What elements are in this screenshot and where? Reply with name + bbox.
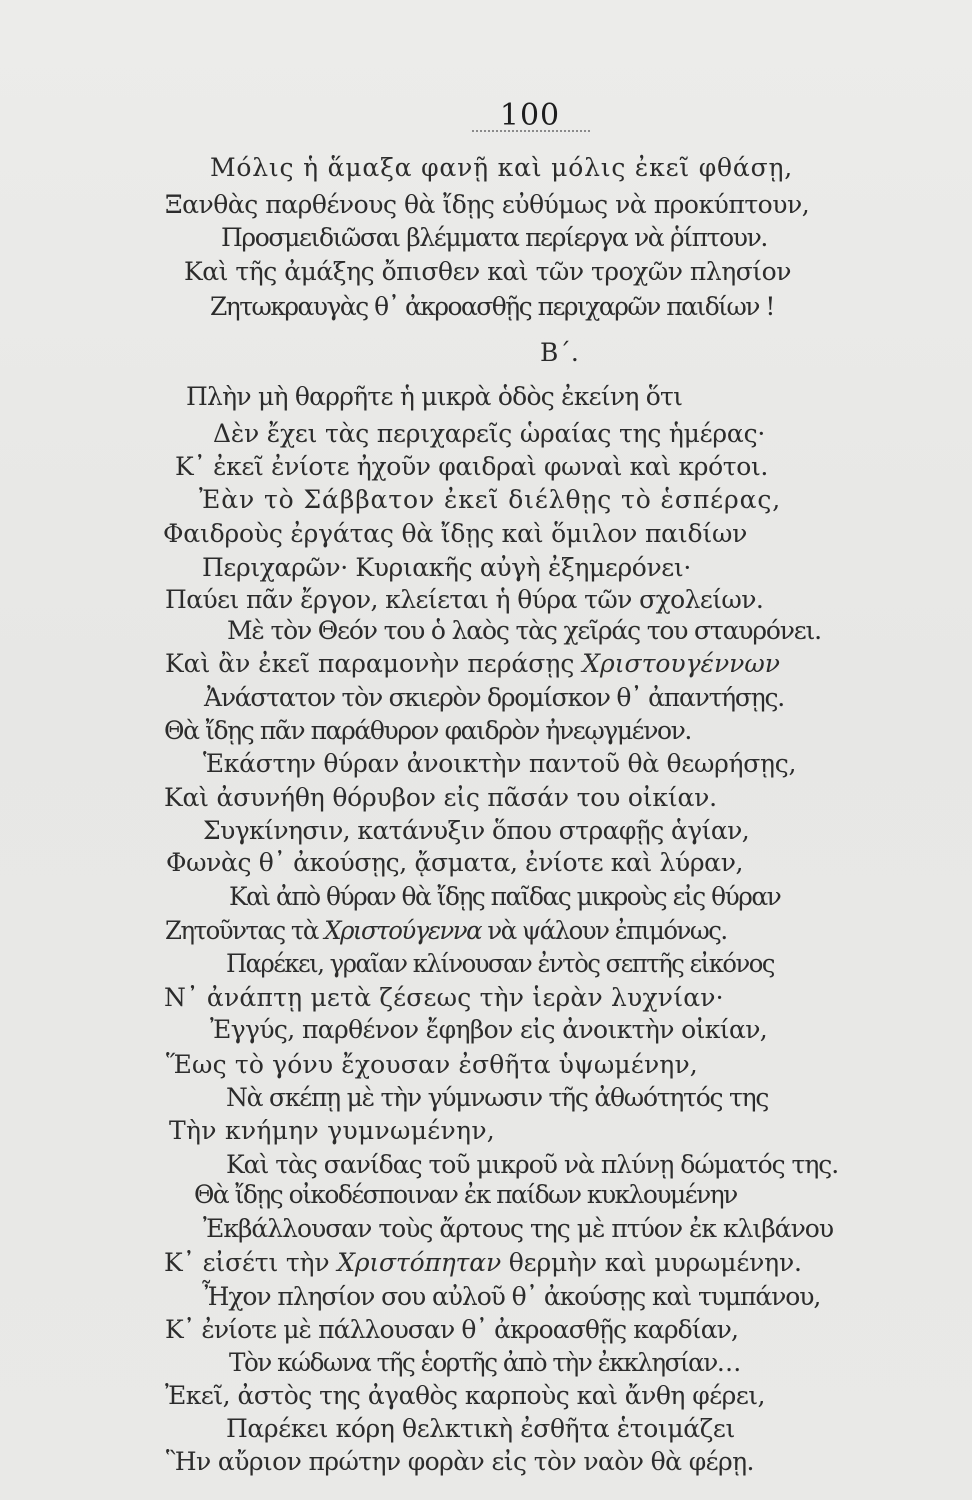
poem-line (165, 585, 763, 615)
line-text: Ἐκβάλλουσαν τοὺς ἄρτους της μὲ πτύον ἐκ κλιβάνου (203, 1214, 834, 1243)
line-text: Προσμειδιῶσαι βλέμματα περίεργα νὰ ῥίπτουν. (221, 223, 767, 252)
poem-line (210, 292, 774, 322)
line-text: Ν᾿ ἀνάπτῃ μετὰ ζέσεως τὴν ἱερὰν λυχνίαν· (164, 983, 724, 1012)
poem-line (164, 783, 717, 813)
line-text: Καὶ ἀπὸ θύραν θὰ ἴδῃς παῖδας μικροὺς εἰς θύραν (229, 882, 781, 911)
line-text: Τὸν κώδωνα τῆς ἑορτῆς ἀπὸ τὴν ἐκκλησίαν… (229, 1348, 740, 1377)
line-text: Κ᾿ ἐνίοτε μὲ πάλλουσαν θ᾿ ἀκροασθῇς καρδίαν, (165, 1315, 738, 1344)
poem-line (175, 452, 768, 482)
line-text: Ξανθὰς παρθένους θὰ ἴδῃς εὐθύμως νὰ προκύπτουν, (165, 190, 810, 219)
line-text: Δὲν ἔχει τὰς περιχαρεῖς ὡραίας της ἡμέρας· (213, 419, 766, 448)
line-text: Ἣν αὔριον πρώτην φορὰν εἰς τὸν ναὸν θὰ φέρῃ. (166, 1447, 754, 1476)
poem-line (203, 749, 796, 779)
line-text: Καὶ ἀσυνήθη θόρυβον εἰς πᾶσάν του οἰκίαν. (164, 783, 717, 812)
line-text: Τὴν κνήμην γυμνωμένην, (169, 1116, 496, 1145)
line-text: Περιχαρῶν· Κυριακῆς αὐγὴ ἐξημερόνει· (202, 553, 691, 582)
line-text: Παρέκει κόρη θελκτικὴ ἐσθῆτα ἑτοιμάζει (226, 1414, 735, 1443)
line-text: Μόλις ἡ ἅμαξα φανῇ καὶ μόλις ἐκεῖ φθάσῃ, (210, 153, 794, 182)
line-text-after: νὰ ψάλουν ἐπιμόνως. (481, 916, 727, 945)
poem-line (204, 683, 784, 713)
line-text: Μὲ τὸν Θεόν του ὁ λαὸς τὰς χεῖράς του σταυρόνει. (227, 616, 821, 645)
poem-line (226, 949, 774, 979)
poem-line (165, 1315, 738, 1345)
poem-line (169, 1116, 495, 1146)
poem-line (210, 153, 793, 183)
poem-line (202, 1282, 820, 1312)
poem-line (184, 257, 791, 287)
poem-line (210, 1015, 767, 1045)
line-text: Φωνὰς θ᾿ ἀκούσῃς, ᾄσματα, ἐνίοτε καὶ λύραν, (166, 848, 744, 877)
poem-line (213, 419, 765, 449)
poem-line (221, 223, 767, 253)
poem-line (194, 1180, 737, 1210)
poem-line (203, 816, 749, 846)
line-text: Θὰ ἴδῃς πᾶν παράθυρον φαιδρὸν ἠνεῳγμένον. (164, 716, 691, 745)
poem-line (166, 848, 743, 878)
line-text: Συγκίνησιν, κατάνυξιν ὅπου στραφῇς ἁγίαν, (203, 816, 750, 845)
poem-line (229, 1348, 740, 1378)
line-text: Ἕως τὸ γόνυ ἔχουσαν ἐσθῆτα ὑψωμένην, (166, 1050, 698, 1079)
line-text: Θὰ ἴδῃς οἰκοδέσποιναν ἐκ παίδων κυκλουμένην (194, 1180, 737, 1209)
line-text: Ἑκάστην θύραν ἀνοικτὴν παντοῦ θὰ θεωρήσῃς, (203, 749, 797, 778)
section-mark: Β΄. (540, 338, 579, 367)
page-number: 100 (499, 98, 561, 133)
poem-line (163, 519, 747, 549)
poem-line (165, 649, 780, 679)
ornamental-rule (472, 130, 590, 132)
poem-line (227, 616, 821, 646)
poem-line (226, 1150, 838, 1180)
poem-line (164, 1248, 802, 1278)
poem-line (166, 1447, 754, 1477)
line-text: Ἐὰν τὸ Σάββατον ἐκεῖ διέλθῃς τὸ ἑσπέρας, (199, 485, 782, 514)
line-text: Νὰ σκέπῃ μὲ τὴν γύμνωσιν τῆς ἀθωότητός της (226, 1083, 769, 1112)
poem-line (202, 553, 691, 583)
line-text: Ζητωκραυγὰς θ᾿ ἀκροασθῇς περιχαρῶν παιδίων ! (210, 292, 774, 321)
line-text: Ζητοῦντας τὰ (165, 916, 325, 945)
poem-line (226, 1083, 768, 1113)
line-italic-text: Χριστόπηταν (337, 1248, 501, 1277)
poem-line (166, 1050, 698, 1080)
poem-line (186, 382, 682, 412)
poem-line (199, 485, 781, 515)
line-text: Παρέκει, γραῖαν κλίνουσαν ἐντὸς σεπτῆς εἰκόνος (226, 949, 774, 978)
line-italic-text: Χριστουγέννων (582, 649, 780, 678)
poem-line (226, 1414, 735, 1444)
poem-line (203, 1214, 833, 1244)
line-italic-text: Χριστούγεννα (324, 916, 482, 945)
line-text: Ἐγγύς, παρθένον ἔφηβον εἰς ἀνοικτὴν οἰκίαν, (210, 1015, 768, 1044)
poem-line (164, 716, 691, 746)
line-text: Ἐκεῖ, ἀστὸς της ἀγαθὸς καρποὺς καὶ ἄνθη φέρει, (165, 1381, 765, 1410)
line-text: Κ᾿ ἐκεῖ ἐνίοτε ἠχοῦν φαιδραὶ φωναὶ καὶ κρότοι. (175, 452, 769, 481)
line-text: Φαιδροὺς ἐργάτας θὰ ἴδῃς καὶ ὅμιλον παιδίων (163, 519, 748, 548)
poem-line (229, 882, 780, 912)
poem-line (164, 983, 724, 1013)
line-text: Ἦχον πλησίον σου αὐλοῦ θ᾿ ἀκούσῃς καὶ τυμπάνου, (202, 1282, 821, 1311)
line-text: Πλὴν μὴ θαρρῆτε ἡ μικρὰ ὁδὸς ἐκείνη ὅτι (186, 382, 683, 411)
line-text: Παύει πᾶν ἔργον, κλείεται ἡ θύρα τῶν σχολείων. (165, 585, 764, 614)
line-text-after: θερμὴν καὶ μυρωμένην. (501, 1248, 802, 1277)
poem-line (165, 1381, 765, 1411)
line-text: Καὶ τὰς σανίδας τοῦ μικροῦ νὰ πλύνῃ δώματός της. (226, 1150, 839, 1179)
line-text: Καὶ ἂν ἐκεῖ παραμονὴν περάσῃς (165, 649, 583, 678)
line-text: Καὶ τῆς ἀμάξης ὄπισθεν καὶ τῶν τροχῶν πλησίον (184, 257, 791, 286)
poem-line (165, 190, 809, 220)
line-text: Ἀνάστατον τὸν σκιερὸν δρομίσκον θ᾿ ἀπαντήσῃς. (204, 683, 784, 712)
line-text: Κ᾿ εἰσέτι τὴν (164, 1248, 338, 1277)
poem-line (165, 916, 727, 946)
